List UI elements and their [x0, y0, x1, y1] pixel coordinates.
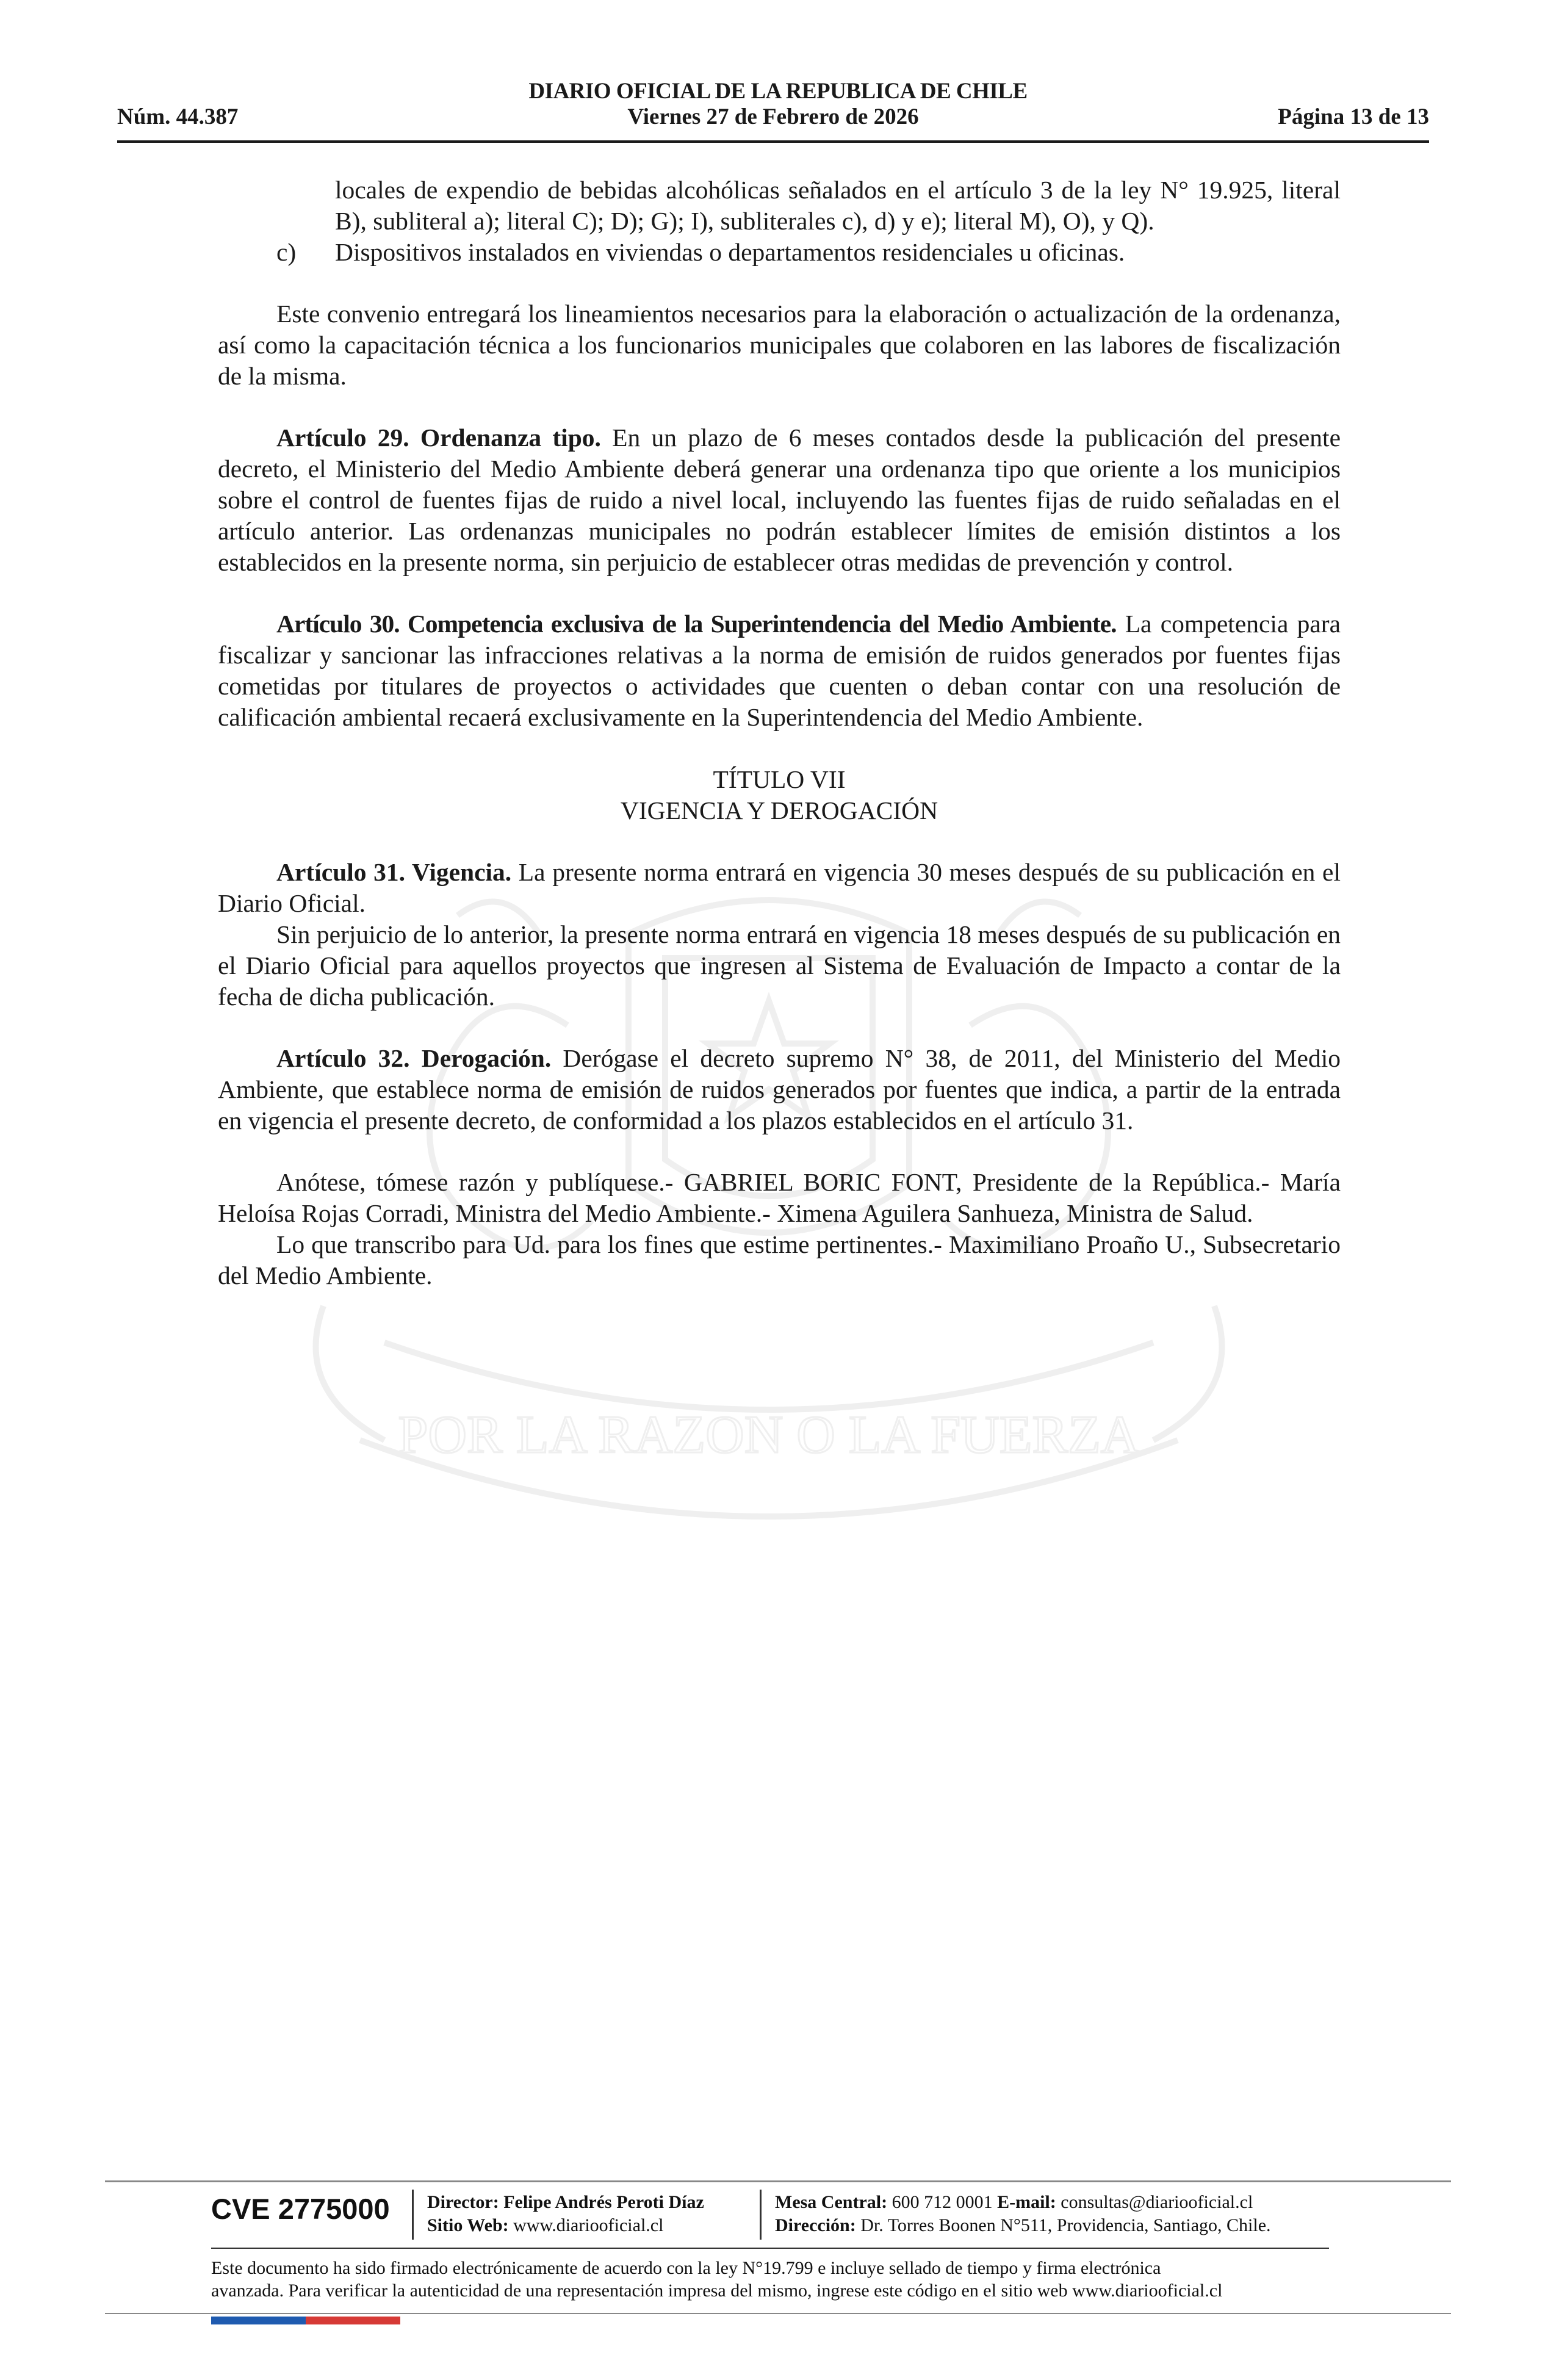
- footer-director-block: [427, 2191, 704, 2237]
- cve-code: CVE 2775000: [211, 2193, 390, 2225]
- footer-separator: [760, 2190, 762, 2240]
- article-31-text: La presente norma entrará en vigencia 30 meses después de su publicación en el Diario Oficial.: [218, 858, 1341, 917]
- list-item-text: Dispositivos instalados en viviendas o departamentos residenciales u oficinas.: [335, 238, 1125, 266]
- title-vii: [218, 764, 1341, 826]
- title-number: TÍTULO VII: [713, 765, 846, 793]
- document-body: [218, 175, 1341, 1291]
- article-30-heading: Artículo 30. Competencia exclusiva de la Superintendencia del Medio Ambiente.: [276, 610, 1117, 638]
- footer-divider-middle: [211, 2248, 1329, 2249]
- footer-separator: [412, 2190, 414, 2240]
- director-label: Director:: [427, 2192, 499, 2212]
- transcription-note: Lo que transcribo para Ud. para los fines que estime pertinentes.- Maximiliano Proaño U., Subsecretario del Medio Ambiente.: [218, 1230, 1341, 1289]
- article-32-text: Derógase el decreto supremo N° 38, de 2011, del Ministerio del Medio Ambiente, que establece norma de emisión de ruidos generados por fuentes que indica, a partir de la entrada en vigencia el presente decreto, de conformidad a los plazos establecidos en el artículo 31.: [218, 1044, 1341, 1134]
- note-line-2: avanzada. Para verificar la autenticidad de una representación impresa del mismo, ingrese este código en el sitio web www.diariooficial.cl: [211, 2281, 1223, 2301]
- article-29-heading: Artículo 29. Ordenanza tipo.: [276, 424, 601, 452]
- website-label: Sitio Web:: [427, 2215, 509, 2235]
- electronic-signature-note: [211, 2257, 1328, 2302]
- closing-signatures: Anótese, tómese razón y publíquese.- GABRIEL BORIC FONT, Presidente de la República.- María Heloísa Rojas Corradi, Ministra del Medio Ambiente.- Ximena Aguilera Sanhueza, Ministra de Salud.: [218, 1168, 1341, 1227]
- title-name: VIGENCIA Y DEROGACIÓN: [620, 796, 938, 824]
- article-31-heading: Artículo 31. Vigencia.: [276, 858, 512, 886]
- list-continuation: locales de expendio de bebidas alcohólicas señalados en el artículo 3 de la ley N° 19.925, literal B), subliteral a); literal C); D); G); I), subliterales c), d) y e); literal M), O), y Q).: [335, 176, 1341, 235]
- article-30: [218, 608, 1341, 733]
- article-29-text: En un plazo de 6 meses contados desde la publicación del presente decreto, el Ministerio del Medio Ambiente deberá generar una ordenanza tipo que oriente a los municipios sobre el control de fuentes fijas de ruido a nivel local, incluyendo las fuentes fijas de ruido señaladas en el artículo anterior. Las ordenanzas municipales no podrán establecer límites de emisión distintos a los establecidos en la presente norma, sin perjuicio de establecer otras medidas de prevención y control.: [218, 424, 1341, 576]
- footer-divider-bottom: [105, 2313, 1451, 2314]
- convenio-paragraph: Este convenio entregará los lineamientos necesarios para la elaboración o actualización de la ordenanza, así como la capacitación técnica a los funcionarios municipales que colaboren en las labores de fiscalización de la misma.: [218, 300, 1341, 390]
- publication-title: DIARIO OFICIAL DE LA REPUBLICA DE CHILE: [528, 79, 1028, 104]
- article-31: [218, 857, 1341, 919]
- email-link[interactable]: consultas@diariooficial.cl: [1061, 2192, 1253, 2212]
- footer-contact-block: [775, 2191, 1271, 2237]
- note-line-1: Este documento ha sido firmado electrónicamente de acuerdo con la ley N°19.799 e incluye sellado de tiempo y firma electrónica: [211, 2258, 1161, 2278]
- watermark-motto: POR LA RAZON O LA FUERZA: [398, 1405, 1140, 1465]
- footer-divider-top: [105, 2180, 1451, 2182]
- article-29: [218, 422, 1341, 578]
- header-divider: [117, 140, 1429, 143]
- issue-number: Núm. 44.387: [117, 104, 239, 129]
- address-label: Dirección:: [775, 2215, 856, 2235]
- address-text: Dr. Torres Boonen N°511, Providencia, Santiago, Chile.: [860, 2215, 1271, 2235]
- article-32: [218, 1043, 1341, 1136]
- director-name: Felipe Andrés Peroti Díaz: [503, 2192, 704, 2212]
- article-31-paragraph-2: Sin perjuicio de lo anterior, la presente norma entrará en vigencia 18 meses después de su publicación en el Diario Oficial para aquellos proyectos que ingresen al Sistema de Evaluación de Impacto a contar de la fecha de dicha publicación.: [218, 920, 1341, 1011]
- mesa-phone: 600 712 0001: [891, 2192, 993, 2212]
- article-32-heading: Artículo 32. Derogación.: [276, 1044, 552, 1072]
- list-item-c: [218, 237, 1341, 268]
- list-marker: c): [276, 238, 297, 266]
- mesa-label: Mesa Central:: [775, 2192, 888, 2212]
- flag-stripe-red: [306, 2317, 400, 2324]
- issue-date: Viernes 27 de Febrero de 2026: [627, 104, 919, 129]
- article-30-text: La competencia para fiscalizar y sancionar las infracciones relativas a la norma de emisión de ruidos generados por fuentes fijas cometidas por titulares de proyectos o actividades que cuenten o deban contar con una resolución de calificación ambiental recaerá exclusivamente en la Superintendencia del Medio Ambiente.: [218, 610, 1341, 731]
- flag-stripe-blue: [211, 2317, 306, 2324]
- website-link[interactable]: www.diariooficial.cl: [513, 2215, 664, 2235]
- email-label: E-mail:: [997, 2192, 1056, 2212]
- page-number: Página 13 de 13: [1278, 104, 1429, 129]
- header-row: [117, 104, 1429, 132]
